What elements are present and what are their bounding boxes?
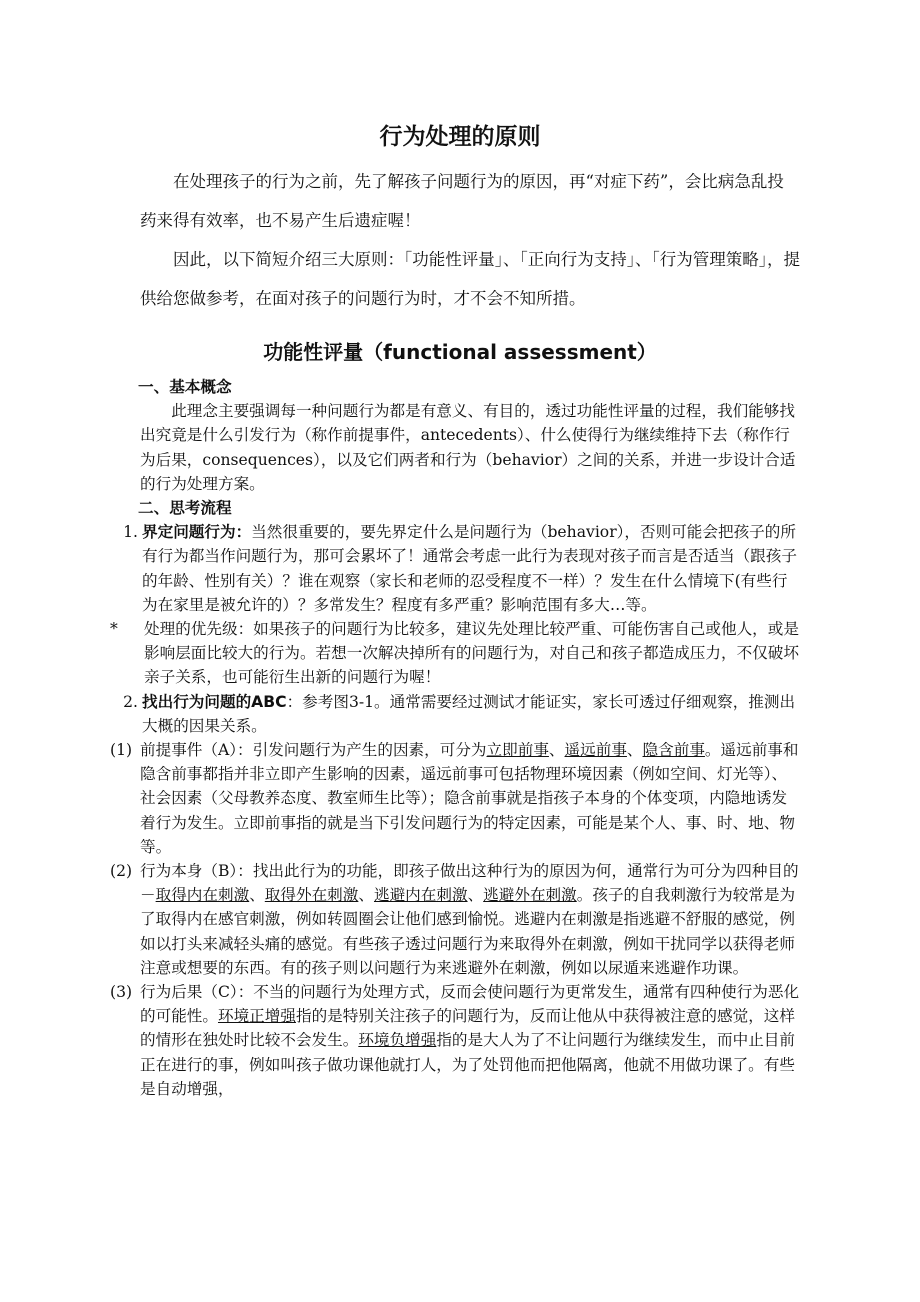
sub-number: (3)	[110, 983, 133, 1002]
list-item-1	[110, 520, 800, 617]
sub-item-2	[110, 859, 800, 980]
separator: 、	[249, 886, 265, 905]
separator: 、	[626, 741, 643, 760]
list-item-note	[110, 617, 800, 690]
list-number: 2.	[123, 692, 138, 711]
text-run: 行为本身（B）：找出此行为的功能，即孩子做出这种行为的原因为何，通常行为可分为四种目的－	[140, 862, 799, 905]
item-body: ：参考图3-1。通常需要经过测试才能证实，家长可透过仔细观察，推测出大概的因果关系。	[142, 692, 796, 735]
list-item-text	[142, 690, 800, 738]
intro-text-1: 在处理孩子的行为之前，先了解孩子问题行为的原因，再“对症下药”，会比病急乱投药来得有效率，也不易产生后遗症喔！	[140, 172, 784, 230]
underlined-term: 取得内在刺激	[155, 886, 250, 905]
sub-item-1	[110, 738, 800, 859]
heading-basic-concept: 一、基本概念	[138, 378, 232, 396]
item-lead: 界定问题行为：	[142, 523, 252, 542]
item-lead: 找出行为问题的ABC	[142, 692, 287, 711]
page-title: 行为处理的原则	[379, 124, 541, 150]
intro-text-2: 因此，以下简短介绍三大原则：「功能性评量」、「正向行为支持」、「行为管理策略」，提供给您做参考，在面对孩子的问题行为时，才不会不知所措。	[140, 250, 800, 308]
text-run: 指的是大人为了不让问题行为继续发生，而中止目前正在进行的事，例如叫孩子做功课他就打人，为了处罚他而把他隔离，他就不用做功课了。有些是自动增强，	[140, 1031, 795, 1098]
intro-paragraph-1	[140, 162, 800, 240]
underlined-term: 遥远前事	[564, 741, 627, 760]
underlined-term: 取得外在刺激	[264, 886, 359, 905]
separator: 、	[467, 886, 484, 905]
section-title: 功能性评量（functional assessment）	[263, 340, 657, 364]
text-run: 前提事件（A）：引发问题行为产生的因素，可分为	[140, 741, 487, 760]
sub-number: (1)	[110, 741, 133, 760]
text-run: 指的是特别关注孩子的问题行为，反而让他从中获得被注意的感觉，这样的情形在独处时比较不会发生。	[140, 1007, 795, 1050]
asterisk-mark: *	[110, 620, 118, 639]
text-run: 。孩子的自我刺激行为较常是为了取得内在感官刺激，例如转圆圈会让他们感到愉悦。逃避内在刺激是指逃避不舒服的感觉，例如以打头来减轻头痛的感觉。有些孩子透过问题行为来取得外在刺激，例如干扰同学以获得老师注意或想要的东西。有的孩子则以问题行为来逃避外在刺激，例如以尿遁来逃避作功课。	[140, 886, 796, 977]
sub-item-3	[110, 980, 800, 1101]
heading-thinking-process: 二、思考流程	[138, 499, 232, 518]
list-number: 1.	[123, 523, 138, 542]
sub-item-text	[140, 980, 800, 1101]
list-item-2	[110, 690, 800, 738]
separator: 、	[548, 741, 565, 760]
underlined-term: 立即前事	[486, 741, 549, 760]
sub-item-text	[140, 738, 800, 859]
sub-item-text	[140, 859, 800, 980]
underlined-term: 逃避内在刺激	[373, 886, 468, 905]
text-run: 行为后果（C）：不当的问题行为处理方式，反而会使问题行为更常发生，通常有四种使行为恶化的可能性。	[140, 983, 800, 1026]
sub-number: (2)	[110, 862, 133, 881]
underlined-term: 环境正增强	[217, 1007, 296, 1026]
text-run: 。遥远前事和隐含前事都指并非立即产生影响的因素，遥远前事可包括物理环境因素（例如空间、灯光等）、社会因素（父母教养态度、教室师生比等）；隐含前事就是指孩子本身的个体变项，内隐地诱发着行为发生。立即前事指的就是当下引发问题行为的特定因素，可能是某个人、事、时、地、物等。	[140, 741, 799, 856]
list-item-text	[142, 520, 800, 617]
underlined-term: 环境负增强	[358, 1031, 437, 1050]
separator: 、	[358, 886, 374, 905]
underlined-term: 隐含前事	[642, 741, 705, 760]
item-body: 当然很重要的，要先界定什么是问题行为（behavior），否则可能会把孩子的所有行为都当作问题行为，那可会累坏了！通常会考虑一此行为表现对孩子而言是否适当（跟孩子的年龄、性别有关）？谁在观察（家长和老师的忍受程度不一样）？发生在什么情境下(有些行为在家里是被允许的）？多常发生？程度有多严重？影响范围有多大…等。	[142, 523, 797, 614]
underlined-term: 逃避外在刺激	[483, 886, 577, 905]
section-body	[110, 375, 800, 1101]
note-text: 处理的优先级：如果孩子的问题行为比较多，建议先处理比较严重、可能伤害自己或他人，或是影响层面比较大的行为。若想一次解决掉所有的问题行为，对自己和孩子都造成压力，不仅破坏亲子关系，也可能衍生出新的问题行为喔！	[144, 620, 799, 687]
basic-concept-text: 此理念主要强调每一种问题行为都是有意义、有目的，透过功能性评量的过程，我们能够找出究竟是什么引发行为（称作前提事件，antecedents）、什么使得行为继续维持下去（称作行为后果，consequences），以及它们两者和行为（behavior）之间的关系，并进一步设计合适的行为处理方案。	[140, 402, 796, 493]
intro-paragraph-2	[140, 240, 800, 318]
